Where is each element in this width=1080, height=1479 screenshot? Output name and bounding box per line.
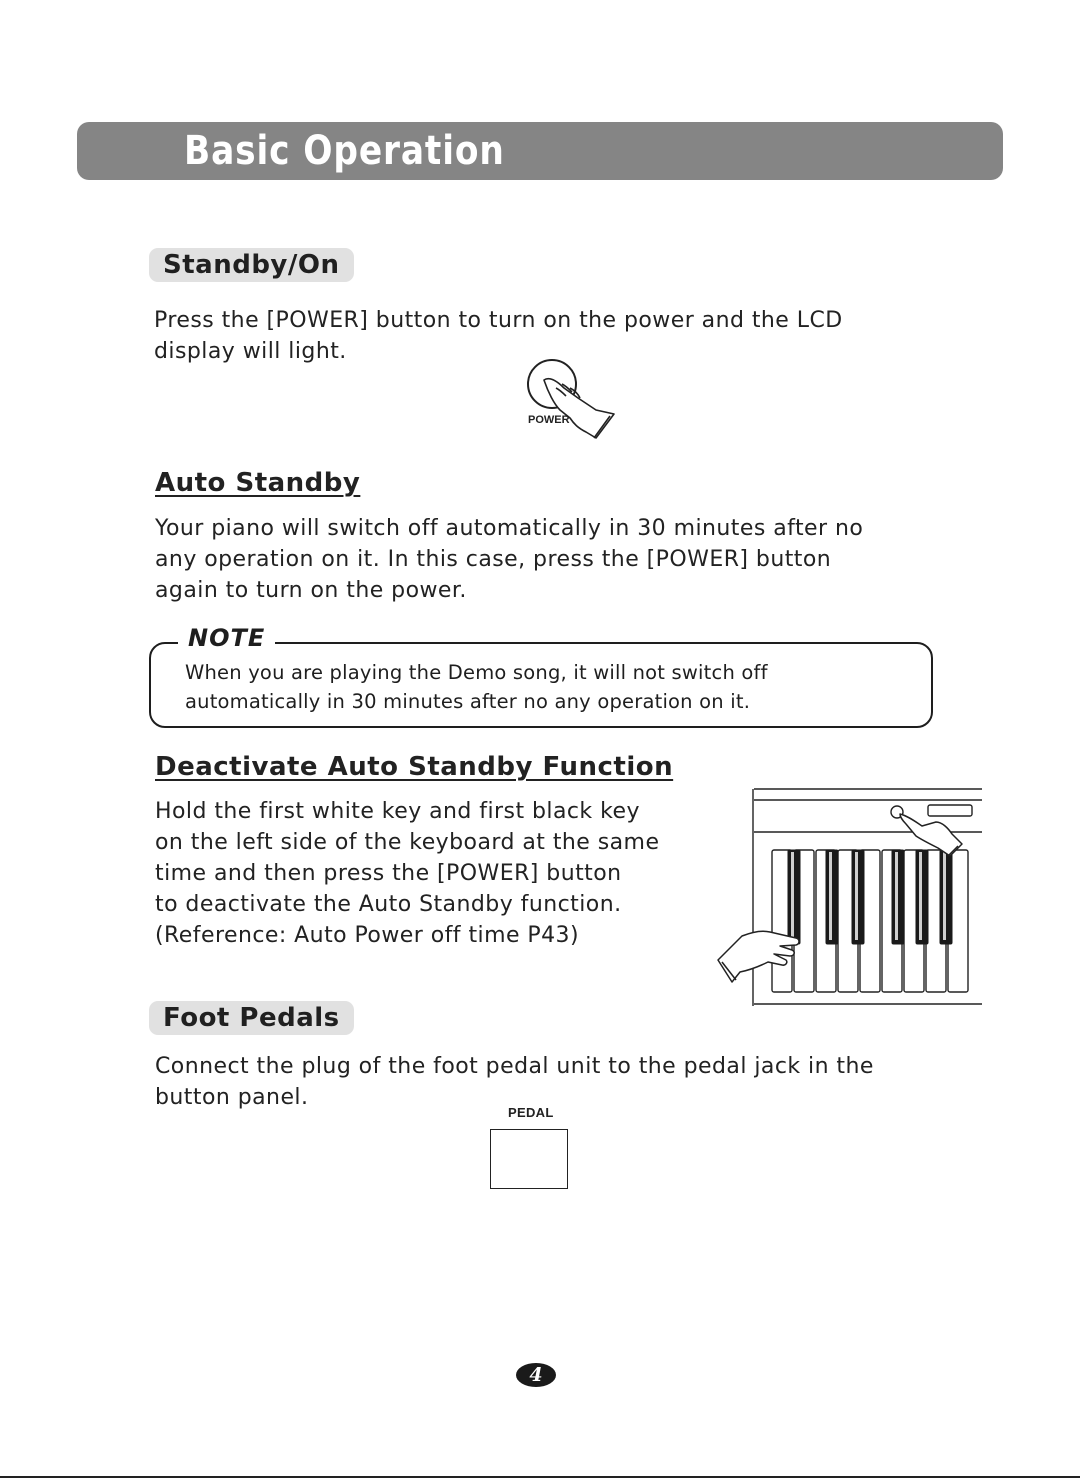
section-heading-auto-standby: Auto Standby bbox=[155, 468, 361, 498]
section-heading-standby: Standby/On bbox=[149, 248, 354, 282]
pedal-label: PEDAL bbox=[508, 1105, 554, 1120]
deactivate-text: Hold the first white key and first black key on the left side of the keyboard at the same time and then press the [POWER] button to deactivate the Auto Standby function. (Reference: Auto Power off time P43) bbox=[155, 799, 660, 948]
page-number: 4 bbox=[516, 1363, 556, 1387]
footer-rule bbox=[0, 1476, 1080, 1478]
pedal-jack-illustration bbox=[490, 1129, 568, 1189]
auto-standby-text: Your piano will switch off automatically in 30 minutes after no any operation on it. In this case, press the [POWER] button again to turn on the power. bbox=[155, 516, 864, 603]
page-title: Basic Operation bbox=[184, 128, 505, 174]
white-keys bbox=[772, 850, 968, 992]
power-label: POWER bbox=[528, 414, 570, 426]
section-heading-deactivate: Deactivate Auto Standby Function bbox=[155, 752, 674, 782]
section-heading-foot-pedals: Foot Pedals bbox=[149, 1001, 354, 1035]
note-label: NOTE bbox=[178, 624, 275, 652]
master-volume-slider bbox=[928, 805, 972, 816]
standby-text: Press the [POWER] button to turn on the power and the LCD display will light. bbox=[154, 308, 843, 364]
power-button-press-illustration bbox=[520, 358, 620, 442]
note-text: When you are playing the Demo song, it will not switch off automatically in 30 minutes after no any operation on it. bbox=[185, 661, 768, 713]
keyboard-illustration bbox=[714, 786, 984, 1008]
foot-pedals-text: Connect the plug of the foot pedal unit to the pedal jack in the button panel. bbox=[155, 1054, 874, 1110]
